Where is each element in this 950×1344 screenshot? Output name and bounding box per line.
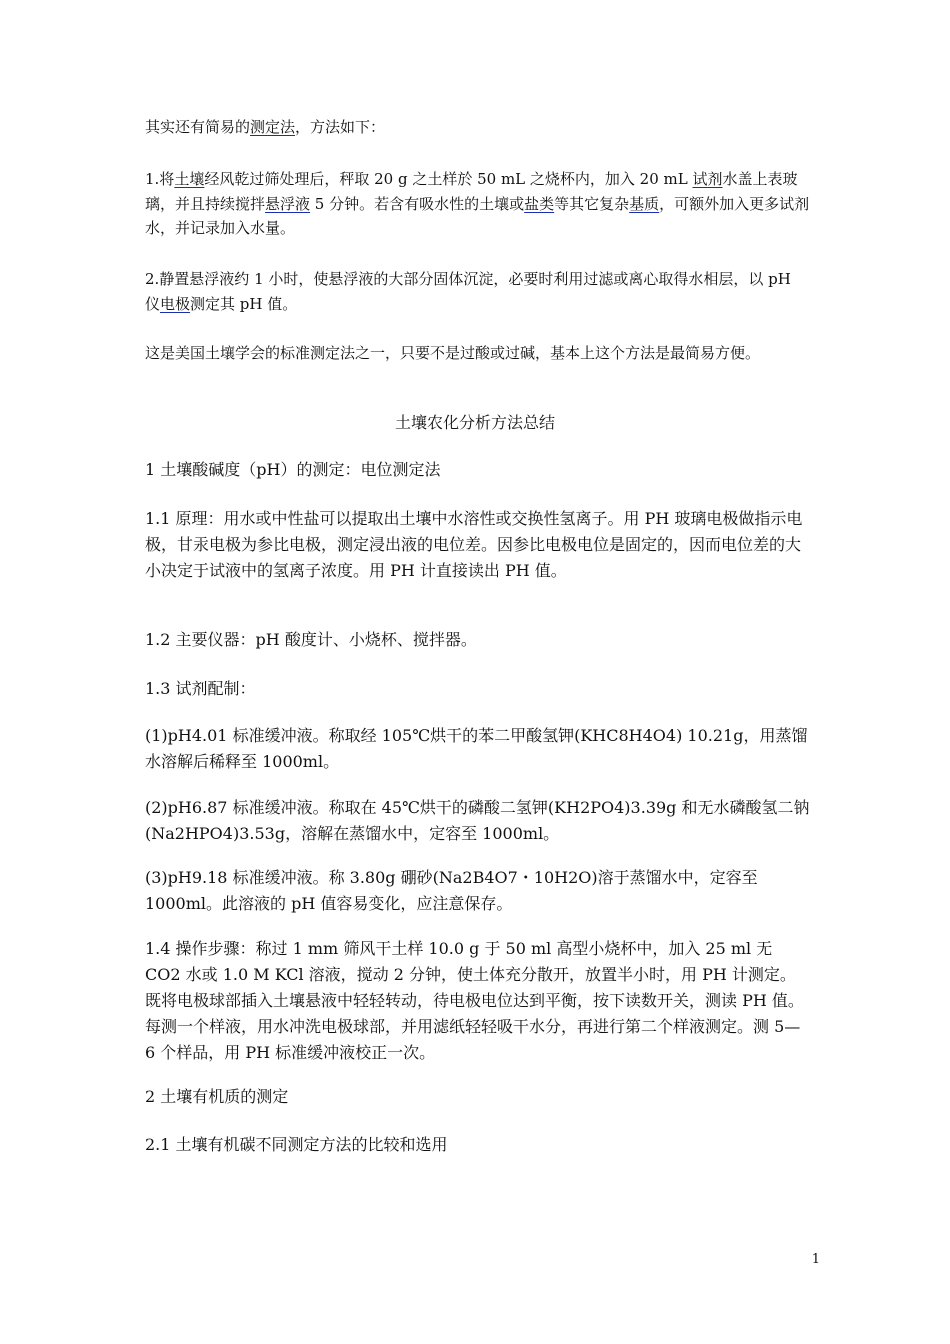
text: 经风乾过筛处理后，秤取 20 g 之土样於 50 mL 之烧杯内，加入 20 mL	[204, 170, 693, 188]
text: ，方法如下：	[295, 118, 386, 136]
note-paragraph: 这是美国土壤学会的标准测定法之一，只要不是过酸或过碱，基本上这个方法是最简易方便。	[145, 344, 761, 362]
link-reagent[interactable]: 试剂	[692, 170, 723, 188]
heading-2: 2 土壤有机质的测定	[145, 1087, 289, 1106]
paragraph-1-3: 1.3 试剂配制：	[145, 679, 256, 698]
text: 测定其 pH 值。	[190, 294, 298, 313]
reagent-1: (1)pH4.01 标准缓冲液。称取经 105℃烘干的苯二甲酸氢钾(KHC8H4O4) 10.21g，用蒸馏水溶解后稀释至 1000ml。	[145, 726, 808, 771]
document-title: 土壤农化分析方法总结	[394, 413, 555, 432]
text: 1.将	[145, 170, 175, 188]
intro-line	[145, 115, 810, 140]
paragraph-1-2: 1.2 主要仪器：pH 酸度计、小烧杯、搅拌器。	[145, 630, 477, 649]
link-electrode[interactable]: 电极	[160, 294, 191, 313]
text: 其实还有简易的	[145, 118, 251, 136]
text: 等其它复杂	[554, 194, 630, 213]
heading-1: 1 土壤酸碱度（pH）的测定：电位测定法	[145, 460, 441, 479]
link-soil[interactable]: 土壤	[174, 170, 205, 188]
text: 2.静置悬浮液约 1 小时，使悬浮液的大部分固体沉淀，必要时利用过滤或离心取得水相层，以 pH 仪	[145, 270, 791, 313]
text: ，可额外加入更多试剂水，并记录加入水量。	[145, 194, 810, 237]
link-matrix[interactable]: 基质	[629, 194, 660, 213]
text: 水盖上表玻璃，并且持续搅拌	[145, 170, 798, 213]
text: 5 分钟。若含有吸水性的土壤或	[310, 194, 525, 213]
page-number: 1	[811, 1252, 820, 1267]
link-salts[interactable]: 盐类	[524, 194, 555, 213]
step-2-paragraph	[145, 267, 810, 316]
reagent-3: (3)pH9.18 标准缓冲液。称 3.80g 硼砂(Na2B4O7・10H2O)溶于蒸馏水中，定容至 1000ml。此溶液的 pH 值容易变化，应注意保存。	[145, 868, 758, 913]
step-1-paragraph	[145, 167, 810, 241]
link-measurement-method[interactable]: 测定法	[250, 118, 296, 136]
paragraph-1-1: 1.1 原理：用水或中性盐可以提取出土壤中水溶性或交换性氢离子。用 PH 玻璃电极做指示电极，甘汞电极为参比电极，测定浸出液的电位差。因参比电极电位是固定的，因而电位差的大小决定于试液中的氢离子浓度。用 PH 计直接读出 PH 值。	[145, 509, 803, 580]
heading-2-1: 2.1 土壤有机碳不同测定方法的比较和选用	[145, 1135, 448, 1154]
link-suspension[interactable]: 悬浮液	[265, 194, 311, 213]
paragraph-1-4: 1.4 操作步骤：称过 1 mm 筛风干土样 10.0 g 于 50 ml 高型小烧杯中，加入 25 ml 无 CO2 水或 1.0 M KCl 溶液，搅动 2 分钟，使土体充分散开，放置半小时，用 PH 计测定。既将电极球部插入土壤悬液中轻轻转动，待电极电位达到平衡，按下读数开关，测读 PH 值。每测一个样液，用水冲洗电极球部，并用滤纸轻轻吸干水分，再进行第二个样液测定。测 5—6 个样品，用 PH 标准缓冲液校正一次。	[145, 939, 804, 1062]
reagent-2: (2)pH6.87 标准缓冲液。称取在 45℃烘干的磷酸二氢钾(KH2PO4)3.39g 和无水磷酸氢二钠(Na2HPO4)3.53g，溶解在蒸馏水中，定容至 1000ml。	[145, 798, 810, 843]
